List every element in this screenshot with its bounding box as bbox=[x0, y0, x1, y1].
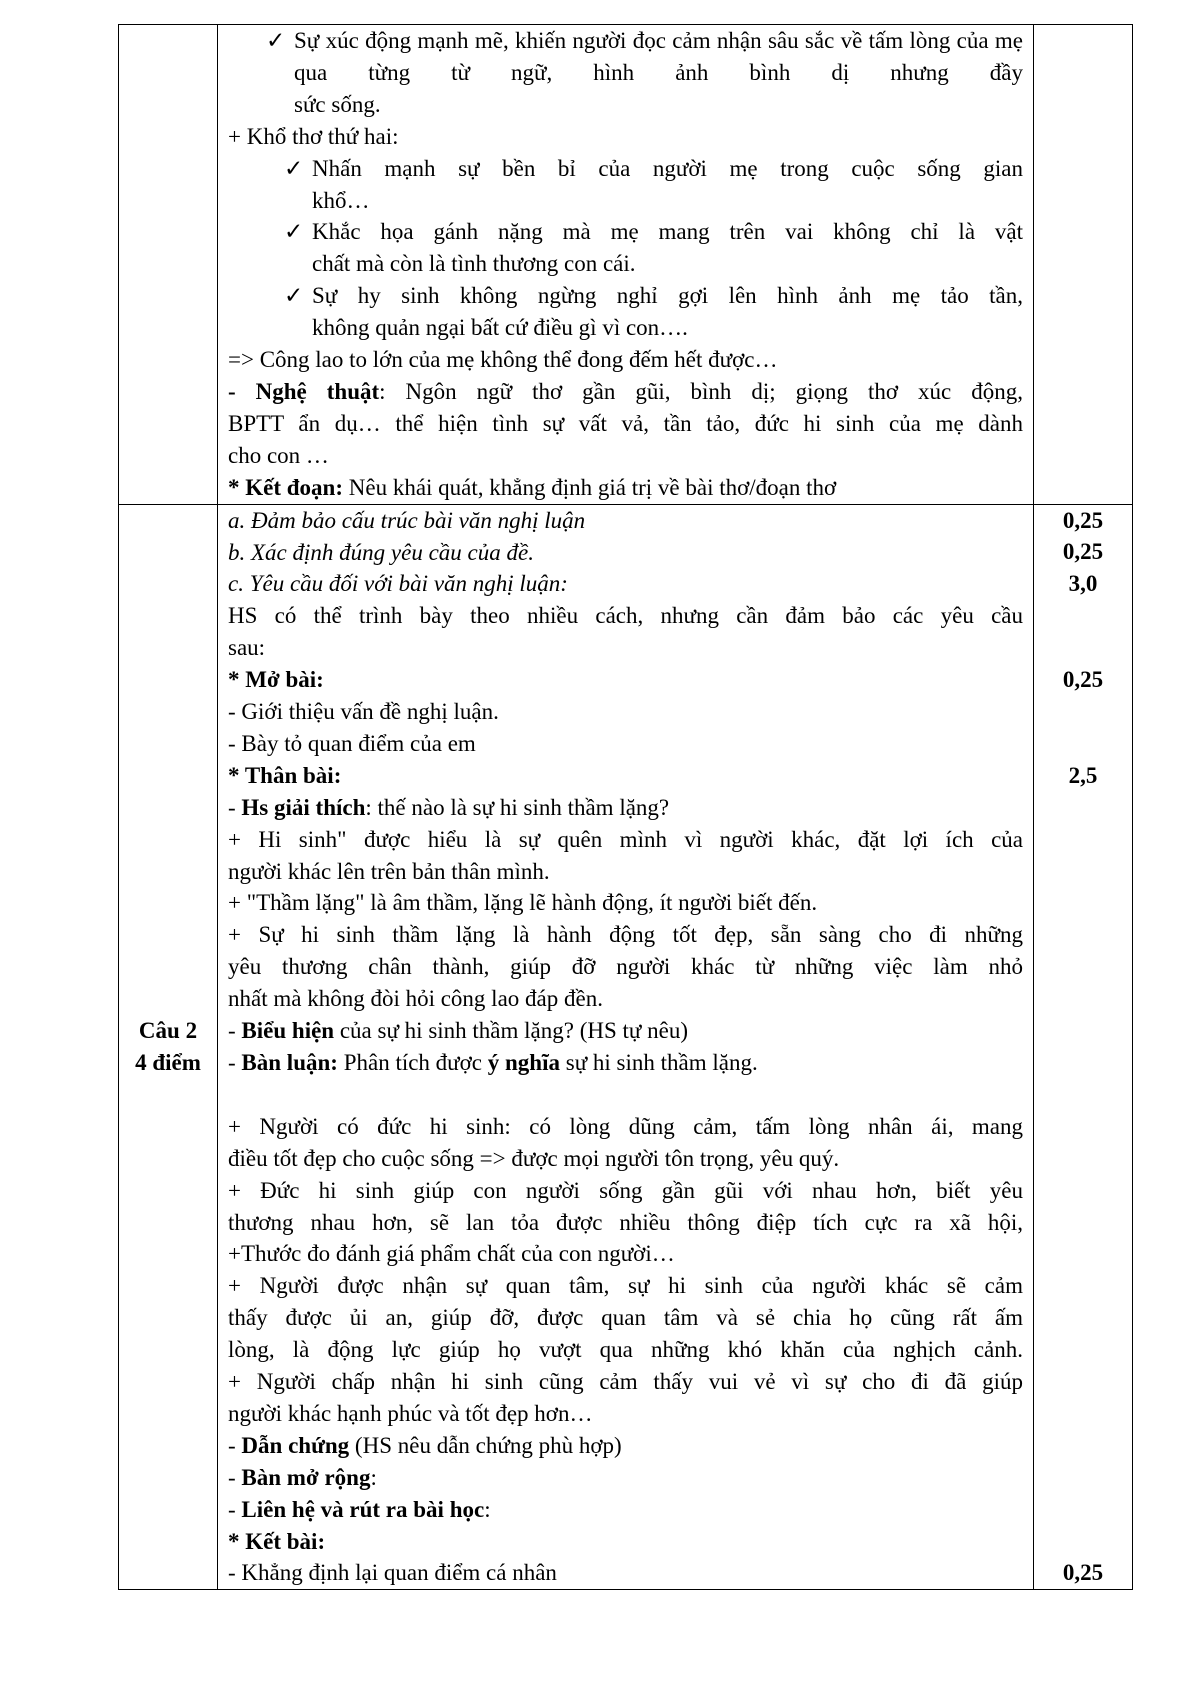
bold-heading: * Kết đoạn: bbox=[228, 474, 343, 500]
text-line bbox=[228, 1238, 1023, 1270]
checklist-text-rest: chất mà còn là tình thương con cái. bbox=[312, 251, 636, 277]
checklist-text bbox=[294, 25, 1023, 121]
bold-heading: Hs giải thích bbox=[241, 794, 366, 820]
text-line bbox=[228, 1557, 1023, 1589]
bold-heading: * Mở bài: bbox=[228, 667, 324, 693]
text-line bbox=[228, 376, 1023, 408]
text-line bbox=[228, 1207, 1023, 1239]
text-line bbox=[228, 983, 1023, 1015]
blank-line bbox=[228, 1079, 1023, 1111]
line-text: sau: bbox=[228, 635, 266, 661]
line-text: : bbox=[370, 1464, 377, 1490]
checklist-text-first: Nhấn mạnh sự bền bỉ của người mẹ trong cuộc sống gian bbox=[312, 155, 1023, 181]
line-prefix: - bbox=[228, 1464, 242, 1490]
line-text: - Bày tỏ quan điểm của em bbox=[228, 730, 476, 756]
score-value: 2,5 bbox=[1068, 762, 1098, 788]
line-text: + Đức hi sinh giúp con người sống gần gũi với nhau hơn, biết yêu bbox=[228, 1177, 1023, 1203]
line-prefix: - bbox=[228, 1050, 242, 1075]
question-label-cell bbox=[119, 25, 218, 505]
checklist-text-first: Sự hy sinh không ngừng nghỉ gợi lên hình ảnh mẹ tảo tần, bbox=[312, 283, 1023, 309]
bold-heading: Bàn luận: bbox=[241, 1050, 338, 1075]
line-text: : bbox=[484, 1496, 491, 1522]
text-line bbox=[228, 760, 1023, 792]
line-text: + Khổ thơ thứ hai: bbox=[228, 123, 399, 149]
check-icon: ✓ bbox=[284, 155, 304, 181]
bold-heading: Liên hệ và rút ra bài học bbox=[241, 1496, 485, 1522]
italic-heading: c. Yêu cầu đối với bài văn nghị luận: bbox=[228, 571, 568, 597]
question-label-cell bbox=[119, 504, 218, 1590]
text-line bbox=[228, 600, 1023, 632]
line-prefix: - bbox=[228, 794, 242, 820]
line-text: => Công lao to lớn của mẹ không thể đong đếm hết được… bbox=[228, 347, 778, 373]
score-value: 0,25 bbox=[1062, 667, 1104, 693]
text-line bbox=[228, 440, 1023, 472]
question-points: 4 điểm bbox=[135, 1049, 201, 1075]
text-line bbox=[228, 408, 1023, 440]
checklist-text bbox=[312, 153, 1023, 217]
text-line bbox=[228, 1526, 1023, 1558]
text-line bbox=[228, 1143, 1023, 1175]
line-text: người khác lên trên bản thân mình. bbox=[228, 858, 550, 884]
line-text: : thế nào là sự hi sinh thầm lặng? bbox=[365, 794, 670, 820]
score-value: 3,0 bbox=[1068, 571, 1098, 597]
text-line bbox=[228, 1366, 1023, 1398]
text-line bbox=[228, 1462, 1023, 1494]
text-line bbox=[228, 1015, 1023, 1047]
line-text: yêu thương chân thành, giúp đỡ người khác từ những việc làm nhỏ bbox=[228, 954, 1023, 980]
line-prefix: - bbox=[228, 1432, 242, 1458]
checklist-text-first: Khắc họa gánh nặng mà mẹ mang trên vai không chỉ là vật bbox=[312, 219, 1023, 245]
text-line bbox=[228, 472, 1023, 504]
text-line bbox=[228, 1175, 1023, 1207]
bold-heading: Dẫn chứng bbox=[241, 1432, 350, 1458]
text-line bbox=[228, 728, 1023, 760]
text-line bbox=[228, 505, 1023, 537]
bold-heading: * Kết bài: bbox=[228, 1528, 326, 1554]
check-icon: ✓ bbox=[284, 283, 304, 309]
check-icon: ✓ bbox=[284, 219, 304, 245]
italic-heading: a. Đảm bảo cấu trúc bài văn nghị luận bbox=[228, 507, 586, 533]
bold-emphasis: ý nghĩa bbox=[487, 1050, 560, 1075]
question-label bbox=[119, 1015, 217, 1079]
text-line bbox=[228, 1430, 1023, 1462]
line-text: sự hi sinh thầm lặng. bbox=[560, 1050, 758, 1075]
table-row bbox=[119, 504, 1133, 1590]
bold-heading: * Thân bài: bbox=[228, 762, 342, 788]
line-text: người khác hạnh phúc và tốt đẹp hơn… bbox=[228, 1400, 593, 1426]
grading-table bbox=[118, 24, 1133, 1590]
checklist-text-first: Sự xúc động mạnh mẽ, khiến người đọc cảm nhận sâu sắc về tấm lòng của mẹ qua từng từ ngữ, hình ảnh bình dị nhưng đầy bbox=[294, 28, 1023, 85]
line-text: của sự hi sinh thầm lặng? (HS tự nêu) bbox=[334, 1018, 688, 1044]
text-line bbox=[228, 824, 1023, 856]
bold-heading: Biểu hiện bbox=[241, 1018, 335, 1044]
bold-heading: Bàn mở rộng bbox=[241, 1464, 371, 1490]
checklist-item bbox=[228, 25, 1023, 121]
text-line bbox=[228, 919, 1023, 951]
text-line bbox=[228, 792, 1023, 824]
line-text: - Khẳng định lại quan điểm cá nhân bbox=[228, 1560, 557, 1586]
line-text: + Người chấp nhận hi sinh cũng cảm thấy vui vẻ vì sự cho đi đã giúp bbox=[228, 1369, 1023, 1395]
line-text: + Sự hi sinh thầm lặng là hành động tốt đẹp, sẵn sàng cho đi những bbox=[228, 922, 1023, 948]
text-line bbox=[228, 568, 1023, 600]
line-text: Nêu khái quát, khẳng định giá trị về bài thơ/đoạn thơ bbox=[343, 474, 837, 500]
line-text: + Người có đức hi sinh: có lòng dũng cảm, tấm lòng nhân ái, mang bbox=[228, 1113, 1023, 1139]
table-row bbox=[119, 25, 1133, 505]
line-prefix: - bbox=[228, 1496, 242, 1522]
score-cell bbox=[1034, 25, 1133, 505]
checklist-text-rest: không quản ngại bất cứ điều gì vì con…. bbox=[312, 315, 688, 341]
score-value: 0,25 bbox=[1062, 1560, 1104, 1586]
check-icon: ✓ bbox=[266, 28, 286, 53]
text-line bbox=[228, 856, 1023, 888]
text-line bbox=[228, 887, 1023, 919]
score-cell bbox=[1034, 504, 1133, 1590]
text-line bbox=[228, 632, 1023, 664]
text-line bbox=[228, 696, 1023, 728]
text-line bbox=[228, 664, 1023, 696]
line-text: + Hi sinh" được hiểu là sự quên mình vì người khác, đặt lợi ích của bbox=[228, 826, 1023, 852]
line-text: +Thước đo đánh giá phẩm chất của con người… bbox=[228, 1241, 675, 1267]
line-text: cho con … bbox=[228, 442, 329, 468]
score-value: 0,25 bbox=[1062, 507, 1104, 533]
text-line bbox=[228, 1398, 1023, 1430]
line-text: HS có thể trình bày theo nhiều cách, nhưng cần đảm bảo các yêu cầu bbox=[228, 603, 1023, 629]
text-line bbox=[228, 121, 1023, 153]
text-line bbox=[228, 1111, 1023, 1143]
text-line bbox=[228, 344, 1023, 376]
score-value: 0,25 bbox=[1062, 539, 1104, 565]
line-text: thương nhau hơn, sẽ lan tỏa được nhiều thông điệp tích cực ra xã hội, bbox=[228, 1209, 1023, 1235]
line-prefix: - bbox=[228, 1018, 242, 1044]
line-text: điều tốt đẹp cho cuộc sống => được mọi người tôn trọng, yêu quý. bbox=[228, 1145, 840, 1171]
line-text: Phân tích được bbox=[337, 1050, 488, 1075]
text-line bbox=[228, 1302, 1023, 1334]
line-text: : Ngôn ngữ thơ gần gũi, bình dị; giọng thơ xúc động, bbox=[379, 378, 1023, 404]
text-line bbox=[228, 537, 1023, 569]
line-text: thấy được ủi an, giúp đỡ, được quan tâm và sẻ chia họ cũng rất ấm bbox=[228, 1305, 1023, 1331]
bold-heading: - Nghệ thuật bbox=[228, 378, 380, 404]
checklist-item bbox=[228, 153, 1023, 217]
checklist-text-rest: sức sống. bbox=[294, 91, 381, 117]
line-text: BPTT ẩn dụ… thể hiện tình sự vất vả, tần tảo, đức hi sinh của mẹ dành bbox=[228, 410, 1023, 436]
line-text: nhất mà không đòi hỏi công lao đáp đền. bbox=[228, 986, 603, 1012]
text-line bbox=[228, 1270, 1023, 1302]
question-number: Câu 2 bbox=[138, 1017, 198, 1043]
italic-heading: b. Xác định đúng yêu cầu của đề. bbox=[228, 539, 534, 565]
line-text: (HS nêu dẫn chứng phù hợp) bbox=[349, 1432, 622, 1458]
checklist-item bbox=[228, 216, 1023, 280]
answer-content-cell bbox=[218, 25, 1034, 505]
text-line bbox=[228, 951, 1023, 983]
line-text: + "Thầm lặng" là âm thầm, lặng lẽ hành động, ít người biết đến. bbox=[228, 890, 818, 916]
text-line bbox=[228, 1494, 1023, 1526]
line-text: + Người được nhận sự quan tâm, sự hi sinh của người khác sẽ cảm bbox=[228, 1273, 1023, 1299]
text-line bbox=[228, 1047, 1023, 1079]
text-line bbox=[228, 1334, 1023, 1366]
checklist-text bbox=[312, 216, 1023, 280]
checklist-item bbox=[228, 280, 1023, 344]
line-text: - Giới thiệu vấn đề nghị luận. bbox=[228, 699, 499, 725]
line-text: lòng, là động lực giúp họ vượt qua những khó khăn của nghịch cảnh. bbox=[228, 1337, 1023, 1363]
answer-content-cell bbox=[218, 504, 1034, 1590]
checklist-text-rest: khổ… bbox=[312, 187, 370, 213]
checklist-text bbox=[312, 280, 1023, 344]
